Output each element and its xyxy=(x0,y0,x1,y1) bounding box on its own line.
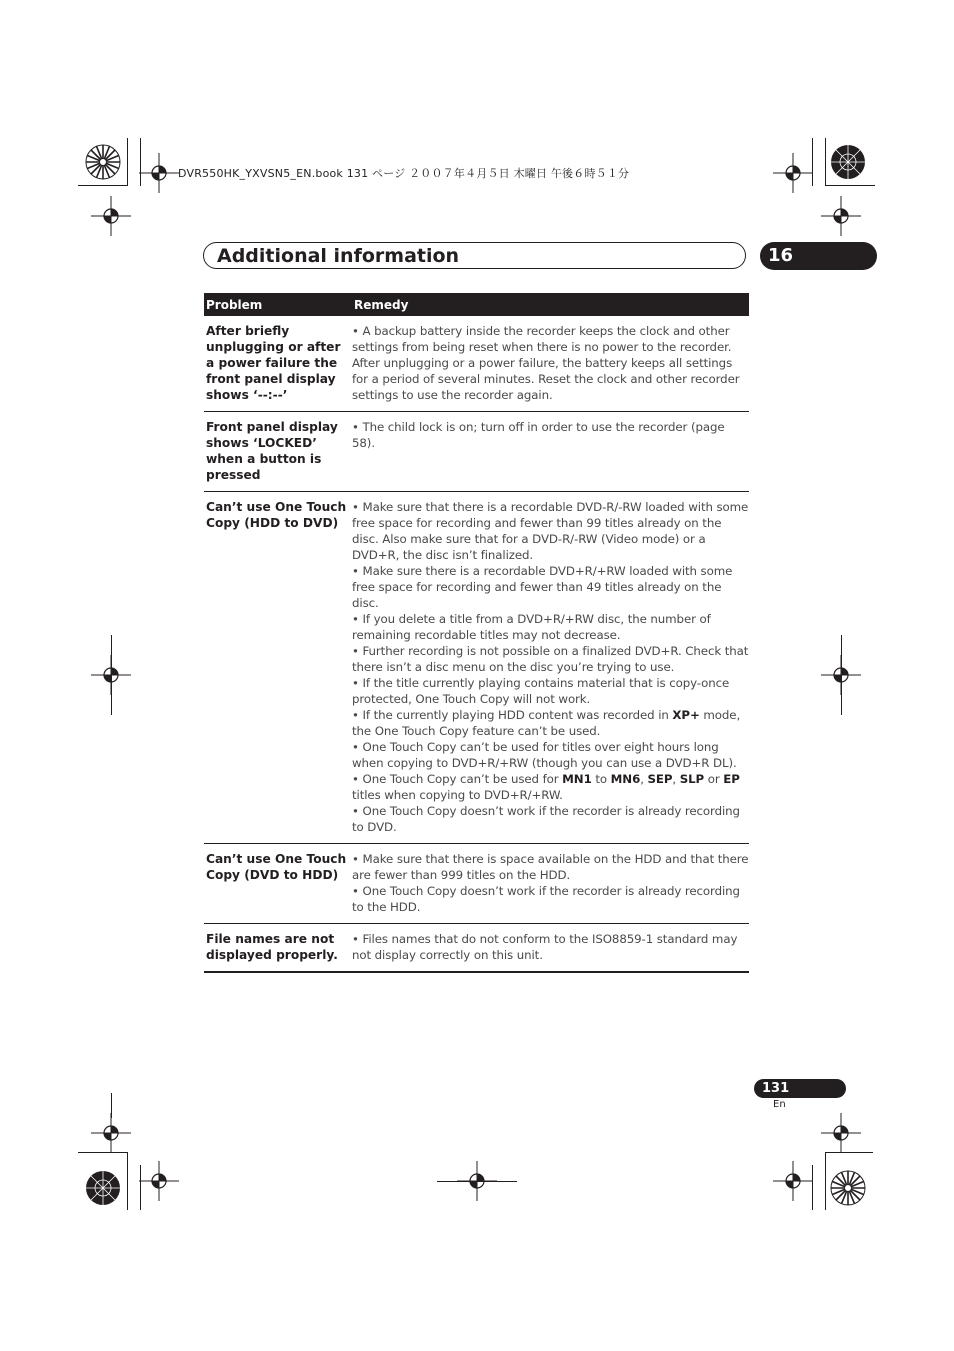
recording-mode-label: SEP xyxy=(647,772,673,786)
remedy-cell xyxy=(352,851,749,915)
language-code: En xyxy=(773,1099,786,1110)
recording-mode-label: XP+ xyxy=(672,708,700,722)
crosshair-icon xyxy=(821,1113,861,1153)
remedy-item: • The child lock is on; turn off in order to use the recorder (page 58). xyxy=(352,420,725,450)
crosshair-icon xyxy=(91,196,131,236)
remedy-item: • Make sure that there is a recordable DVD-R/-RW loaded with some free space for recording and fewer than 99 titles already on the disc. Also make sure that for a DVD-R/-RW (Video mode) or a DVD+R, the disc isn’t finalized. xyxy=(352,500,749,562)
page-number: 131 xyxy=(762,1081,790,1096)
recording-mode-label: MN6 xyxy=(610,772,641,786)
remedy-item: • If you delete a title from a DVD+R/+RW disc, the number of remaining recordable titles may not decrease. xyxy=(352,612,711,642)
recording-mode-label: SLP xyxy=(679,772,705,786)
remedy-item: • One Touch Copy doesn’t work if the recorder is already recording to the HDD. xyxy=(352,884,740,914)
problem-cell: After briefly unplugging or after a power failure the front panel display shows ‘--:--’ xyxy=(206,324,341,402)
registration-starburst-icon xyxy=(84,1169,122,1207)
registration-starburst-icon xyxy=(84,143,122,181)
crosshair-icon xyxy=(139,1161,179,1201)
column-header-remedy: Remedy xyxy=(354,297,409,312)
chapter-number: 16 xyxy=(768,245,794,266)
registration-starburst-icon xyxy=(829,143,867,181)
remedy-item: • Make sure that there is space available on the HDD and that there are fewer than 999 titles on the HDD. xyxy=(352,852,749,882)
registration-starburst-icon xyxy=(829,1169,867,1207)
problem-cell: File names are not displayed properly. xyxy=(206,932,338,962)
table-row xyxy=(204,316,749,412)
table-header xyxy=(204,293,749,316)
crosshair-icon xyxy=(773,1161,813,1201)
page-number-badge xyxy=(754,1079,846,1098)
remedy-item: • One Touch Copy can’t be used for MN1 to MN6, SEP, SLP or EP titles when copying to DVD+R/+RW. xyxy=(352,772,740,802)
recording-mode-label: EP xyxy=(723,772,740,786)
table-row xyxy=(204,492,749,844)
remedy-item: • One Touch Copy can’t be used for titles over eight hours long when copying to DVD+R/+RW (though you can use a DVD+R DL). xyxy=(352,740,737,770)
remedy-cell xyxy=(352,419,749,483)
remedy-cell xyxy=(352,931,749,963)
remedy-item: • Make sure there is a recordable DVD+R/+RW loaded with some free space for recording and fewer than 49 titles already on the disc. xyxy=(352,564,733,610)
remedy-cell xyxy=(352,323,749,403)
remedy-item: • Further recording is not possible on a finalized DVD+R. Check that there isn’t a disc menu on the disc you’re trying to use. xyxy=(352,644,749,674)
column-header-problem: Problem xyxy=(206,297,263,312)
crosshair-icon xyxy=(773,153,813,193)
troubleshooting-table xyxy=(204,293,749,973)
remedy-item: • Files names that do not conform to the ISO8859-1 standard may not display correctly on this unit. xyxy=(352,932,738,962)
chapter-badge xyxy=(760,242,877,270)
problem-cell: Can’t use One Touch Copy (DVD to HDD) xyxy=(206,852,347,882)
recording-mode-label: MN1 xyxy=(562,772,592,786)
table-row xyxy=(204,844,749,924)
crosshair-icon xyxy=(821,196,861,236)
crosshair-icon xyxy=(91,1113,131,1153)
section-title: Additional information xyxy=(217,245,460,267)
remedy-cell xyxy=(352,499,749,835)
problem-cell: Can’t use One Touch Copy (HDD to DVD) xyxy=(206,500,347,530)
book-file-header: DVR550HK_YXVSN5_EN.book 131 ページ ２００７年４月５日 木曜日 午後６時５１分 xyxy=(178,167,630,180)
remedy-item: • A backup battery inside the recorder keeps the clock and other settings from being reset when there is no power to the recorder. After unplugging or a power failure, the battery keeps all settings for a period of several minutes. Reset the clock and other recorder settings to use the recorder again. xyxy=(352,324,740,402)
remedy-item: • One Touch Copy doesn’t work if the recorder is already recording to DVD. xyxy=(352,804,740,834)
problem-cell: Front panel display shows ‘LOCKED’ when a button is pressed xyxy=(206,420,338,482)
remedy-item: • If the currently playing HDD content was recorded in XP+ mode, the One Touch Copy feature can’t be used. xyxy=(352,708,741,738)
crosshair-icon xyxy=(139,153,179,193)
table-row xyxy=(204,924,749,973)
section-title-bar xyxy=(203,242,746,269)
table-row xyxy=(204,412,749,492)
remedy-item: • If the title currently playing contains material that is copy-once protected, One Touch Copy will not work. xyxy=(352,676,730,706)
